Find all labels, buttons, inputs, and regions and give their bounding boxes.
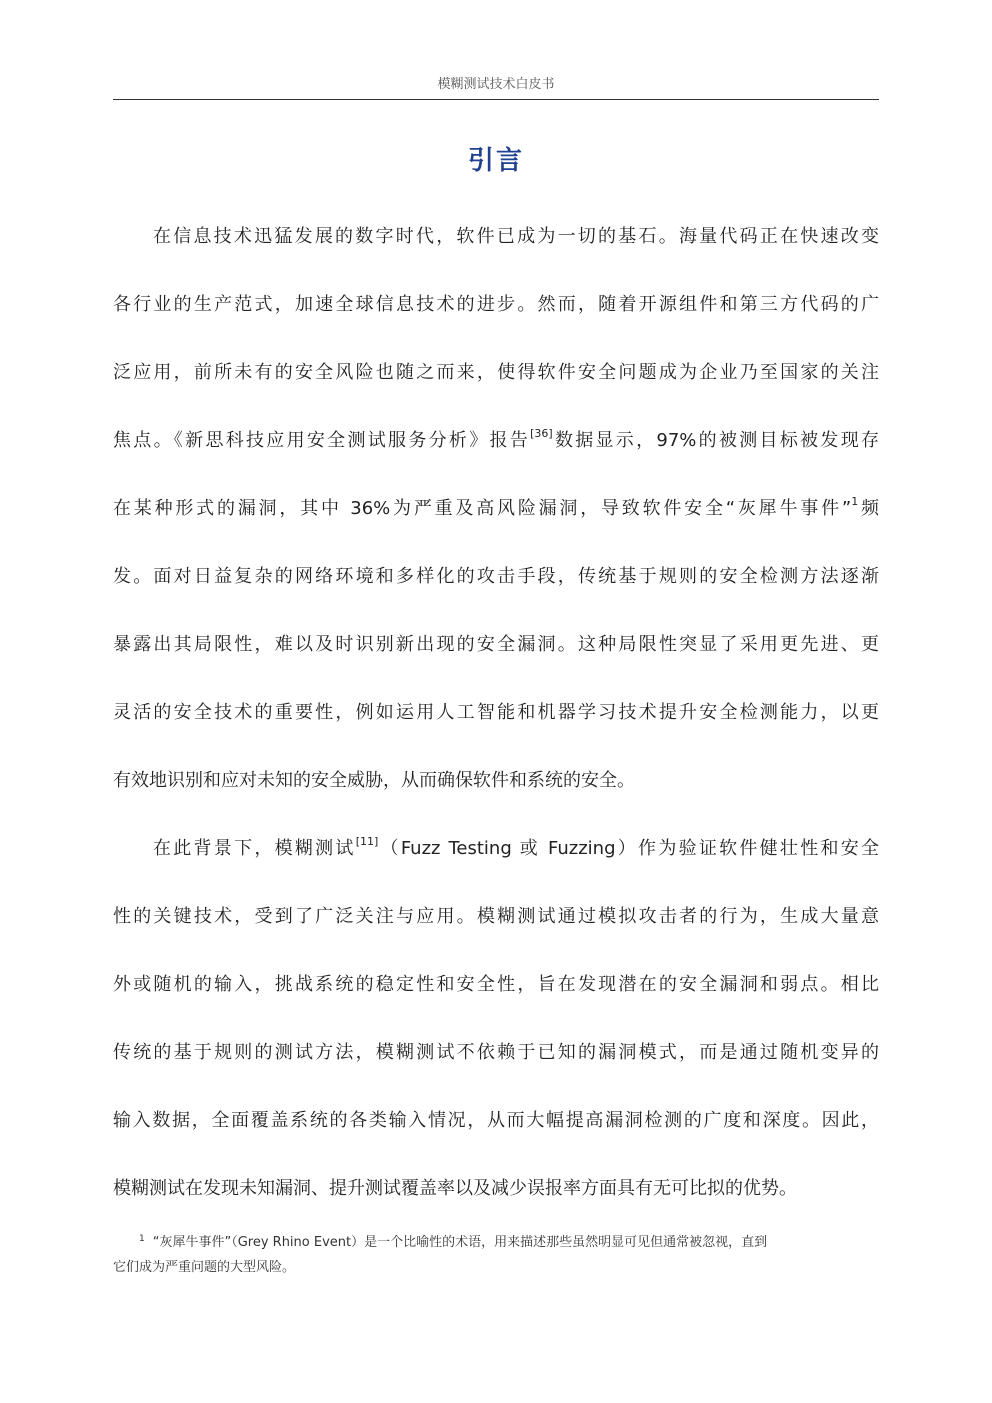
paragraph-line: 灵活的安全技术的重要性，例如运用人工智能和机器学习技术提升安全检测能力，以更 xyxy=(113,702,879,723)
line-text: 数据显示，97%的被测目标被发现存 xyxy=(552,430,879,451)
paragraph-line: 各行业的生产范式，加速全球信息技术的进步。然而，随着开源组件和第三方代码的广 xyxy=(113,294,879,315)
paragraph-line: 泛应用，前所未有的安全风险也随之而来，使得软件安全问题成为企业乃至国家的关注 xyxy=(113,362,879,383)
paragraph-line-with-footnote xyxy=(113,494,879,524)
header-rule xyxy=(113,99,879,100)
footnote-line xyxy=(139,1233,879,1253)
line-text: 在某种形式的漏洞，其中 36%为严重及高风险漏洞，导致软件安全“灰犀牛事件” xyxy=(113,498,852,519)
paragraph-line: 在信息技术迅猛发展的数字时代，软件已成为一切的基石。海量代码正在快速改变 xyxy=(153,226,879,247)
paragraph-line: 暴露出其局限性，难以及时识别新出现的安全漏洞。这种局限性突显了采用更先进、更 xyxy=(113,634,879,655)
footnote-text: “灰犀牛事件”（Grey Rhino Event）是一个比喻性的术语，用来描述那些虽然明显可见但通常被忽视，直到 xyxy=(152,1235,768,1250)
paragraph-line: 传统的基于规则的测试方法，模糊测试不依赖于已知的漏洞模式，而是通过随机变异的 xyxy=(113,1042,879,1063)
line-text: 频 xyxy=(858,498,879,519)
line-text: 焦点。《新思科技应用安全测试服务分析》报告 xyxy=(113,430,531,451)
citation-link[interactable]: [11] xyxy=(355,835,379,848)
footnote-line: 它们成为严重问题的大型风险。 xyxy=(113,1260,296,1275)
paragraph-line: 发。面对日益复杂的网络环境和多样化的攻击手段，传统基于规则的安全检测方法逐渐 xyxy=(113,566,879,587)
paragraph-line: 有效地识别和应对未知的安全威胁，从而确保软件和系统的安全。 xyxy=(113,770,635,791)
line-text: 在此背景下，模糊测试 xyxy=(153,838,356,859)
running-header: 模糊测试技术白皮书 xyxy=(437,77,555,92)
paragraph-line: 性的关键技术，受到了广泛关注与应用。模糊测试通过模拟攻击者的行为，生成大量意 xyxy=(113,906,879,927)
paragraph-line-with-citation xyxy=(153,834,879,864)
line-text: （Fuzz Testing 或 Fuzzing）作为验证软件健壮性和安全 xyxy=(378,838,879,859)
paragraph-line-with-citation xyxy=(113,426,879,456)
footnote-ref-link[interactable]: 1 xyxy=(851,495,859,508)
paragraph-line: 外或随机的输入，挑战系统的稳定性和安全性，旨在发现潜在的安全漏洞和弱点。相比 xyxy=(113,974,879,995)
page-title: 引言 xyxy=(467,146,524,176)
paragraph-line: 模糊测试在发现未知漏洞、提升测试覆盖率以及减少误报率方面具有无可比拟的优势。 xyxy=(113,1178,797,1199)
paragraph-line: 输入数据，全面覆盖系统的各类输入情况，从而大幅提高漏洞检测的广度和深度。因此， xyxy=(113,1110,879,1131)
citation-link[interactable]: [36] xyxy=(530,427,553,440)
footnote-mark: 1 xyxy=(139,1234,145,1244)
